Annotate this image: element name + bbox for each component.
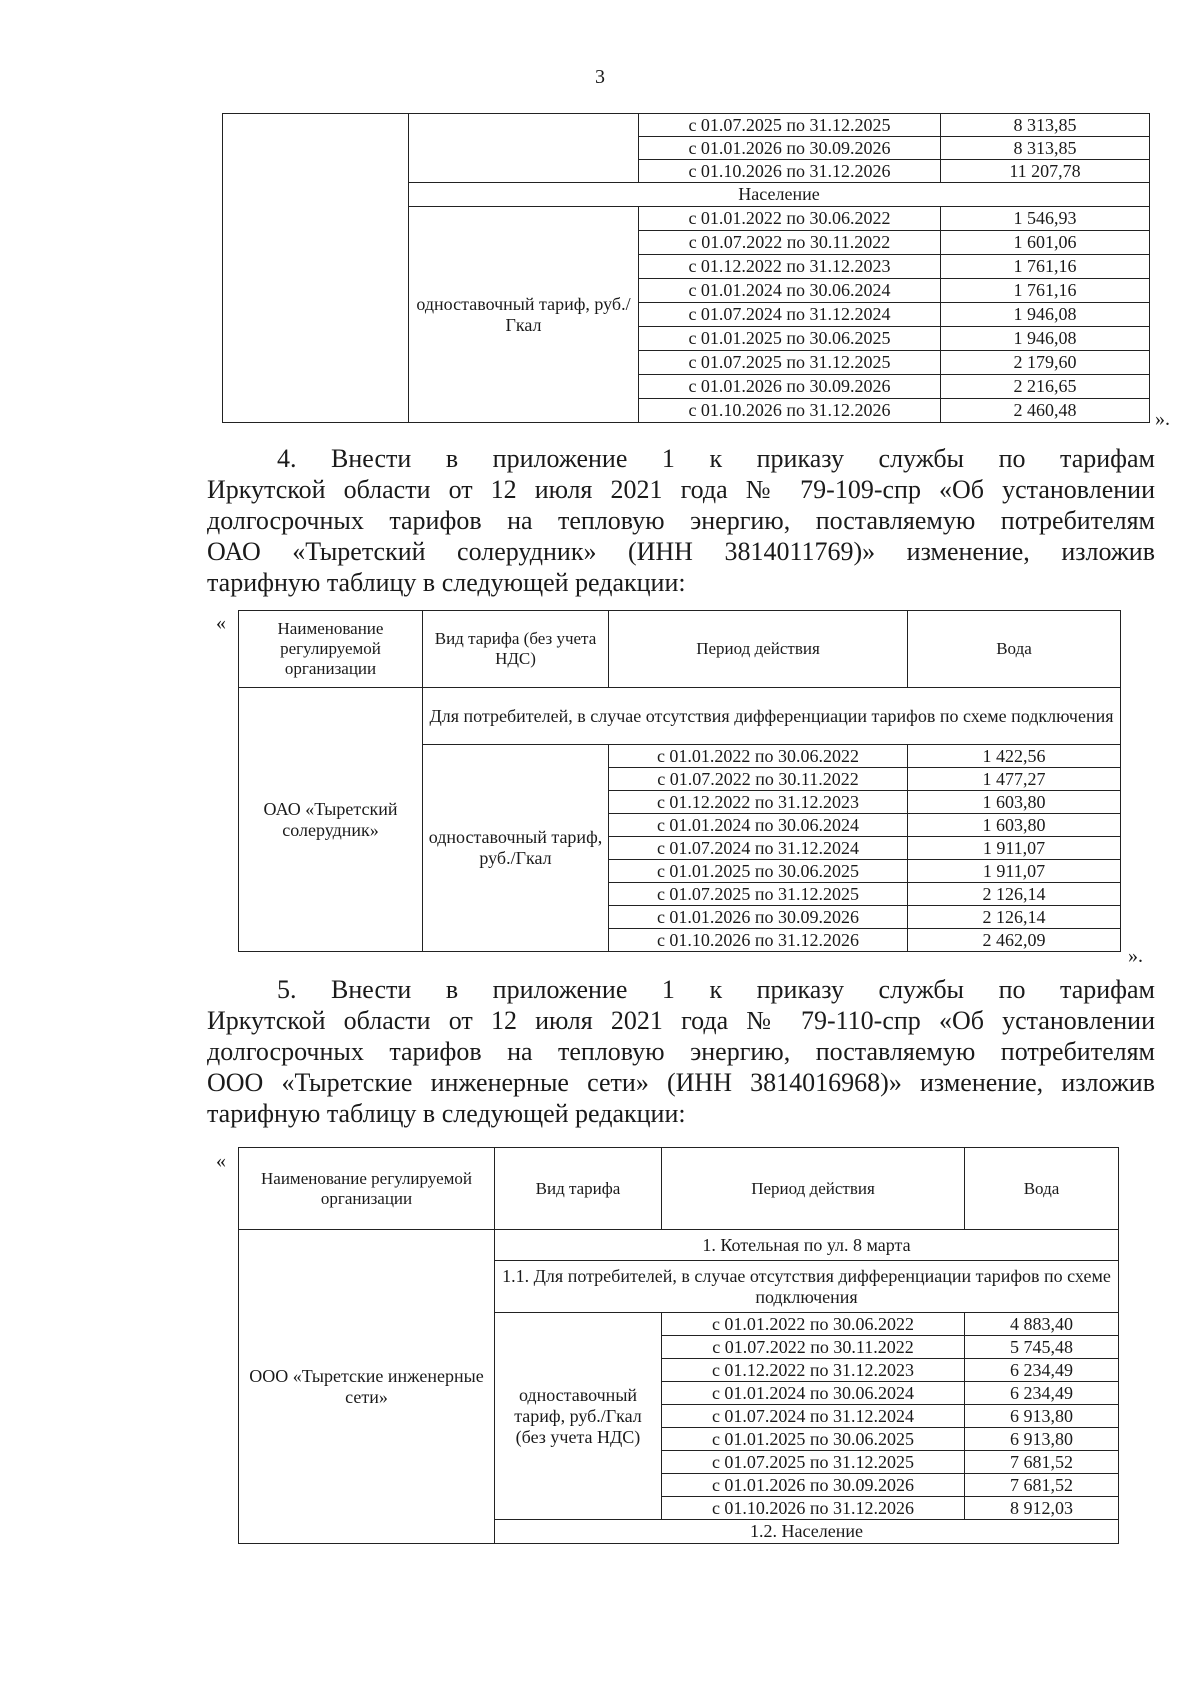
value-cell: 11 207,78 xyxy=(941,160,1150,183)
period-cell: с 01.12.2022 по 31.12.2023 xyxy=(662,1359,965,1382)
section-title: Для потребителей, в случае отсутствия дифференциации тарифов по схеме подключения xyxy=(423,688,1121,745)
section-title: 1. Котельная по ул. 8 марта xyxy=(495,1230,1119,1261)
section-title: Население xyxy=(409,183,1150,207)
header-cell: Наименование регулируемой организации xyxy=(239,1148,495,1230)
period-cell: с 01.07.2025 по 31.12.2025 xyxy=(609,883,908,906)
value-cell: 2 460,48 xyxy=(941,399,1150,423)
value-cell: 6 234,49 xyxy=(965,1359,1119,1382)
period-cell: с 01.01.2026 по 30.09.2026 xyxy=(639,137,941,160)
value-cell: 5 745,48 xyxy=(965,1336,1119,1359)
period-cell: с 01.07.2024 по 31.12.2024 xyxy=(662,1405,965,1428)
period-cell: с 01.01.2022 по 30.06.2022 xyxy=(639,207,941,231)
value-cell: 6 234,49 xyxy=(965,1382,1119,1405)
value-cell: 1 546,93 xyxy=(941,207,1150,231)
tariff-type-cell xyxy=(409,114,639,183)
paragraph-line: Иркутской области от 12 июля 2021 года № 79-110-спр «Об установлении xyxy=(207,1006,1155,1035)
section-title: 1.2. Население xyxy=(495,1520,1119,1544)
table-row xyxy=(223,114,1150,137)
page-number: 3 xyxy=(595,66,605,88)
org-cell xyxy=(223,114,409,423)
table-row xyxy=(239,688,1121,745)
header-cell: Вода xyxy=(965,1148,1119,1230)
table-row xyxy=(239,1230,1119,1261)
header-cell: Вид тарифа (без учета НДС) xyxy=(423,611,609,688)
period-cell: с 01.10.2026 по 31.12.2026 xyxy=(609,929,908,952)
period-cell: с 01.01.2024 по 30.06.2024 xyxy=(662,1382,965,1405)
subsection-title: 1.1. Для потребителей, в случае отсутствия дифференциации тарифов по схеме подключения xyxy=(495,1261,1119,1313)
header-cell: Вид тарифа xyxy=(495,1148,662,1230)
value-cell: 2 126,14 xyxy=(908,906,1121,929)
closing-quote: ». xyxy=(1155,408,1170,430)
header-cell: Период действия xyxy=(609,611,908,688)
closing-quote: ». xyxy=(1128,945,1143,967)
period-cell: с 01.12.2022 по 31.12.2023 xyxy=(639,255,941,279)
period-cell: с 01.01.2024 по 30.06.2024 xyxy=(639,279,941,303)
value-cell: 1 761,16 xyxy=(941,279,1150,303)
value-cell: 8 313,85 xyxy=(941,114,1150,137)
tariff-type-cell: одноставочный тариф, руб./Гкал xyxy=(423,745,609,952)
paragraph-line: долгосрочных тарифов на тепловую энергию, поставляемую потребителям xyxy=(207,1037,1155,1066)
paragraph-line: Иркутской области от 12 июля 2021 года № 79-109-спр «Об установлении xyxy=(207,475,1155,504)
period-cell: с 01.07.2025 по 31.12.2025 xyxy=(639,114,941,137)
value-cell: 2 216,65 xyxy=(941,375,1150,399)
tariff-table-2 xyxy=(238,610,1121,952)
period-cell: с 01.01.2026 по 30.09.2026 xyxy=(609,906,908,929)
period-cell: с 01.10.2026 по 31.12.2026 xyxy=(662,1497,965,1520)
period-cell: с 01.07.2025 по 31.12.2025 xyxy=(662,1451,965,1474)
period-cell: с 01.01.2022 по 30.06.2022 xyxy=(662,1313,965,1336)
period-cell: с 01.01.2026 по 30.09.2026 xyxy=(662,1474,965,1497)
paragraph-5 xyxy=(207,974,1155,1129)
value-cell: 6 913,80 xyxy=(965,1405,1119,1428)
value-cell: 1 911,07 xyxy=(908,860,1121,883)
period-cell: с 01.07.2024 по 31.12.2024 xyxy=(609,837,908,860)
tariff-type-cell: одноставочный тариф, руб./Гкал (без учета НДС) xyxy=(495,1313,662,1520)
header-cell: Период действия xyxy=(662,1148,965,1230)
period-cell: с 01.01.2024 по 30.06.2024 xyxy=(609,814,908,837)
value-cell: 7 681,52 xyxy=(965,1474,1119,1497)
table-header xyxy=(239,611,1121,688)
value-cell: 1 601,06 xyxy=(941,231,1150,255)
tariff-table-1 xyxy=(222,113,1150,423)
paragraph-line: тарифную таблицу в следующей редакции: xyxy=(207,568,686,597)
organization-cell: ОАО «Тыретский солерудник» xyxy=(239,688,423,952)
tariff-table-3 xyxy=(238,1147,1119,1544)
period-cell: с 01.10.2026 по 31.12.2026 xyxy=(639,399,941,423)
value-cell: 1 422,56 xyxy=(908,745,1121,768)
paragraph-line: 5. Внести в приложение 1 к приказу службы по тарифам xyxy=(277,975,1155,1004)
period-cell: с 01.12.2022 по 31.12.2023 xyxy=(609,791,908,814)
period-cell: с 01.01.2025 по 30.06.2025 xyxy=(609,860,908,883)
period-cell: с 01.07.2025 по 31.12.2025 xyxy=(639,351,941,375)
value-cell: 8 313,85 xyxy=(941,137,1150,160)
paragraph-line: тарифную таблицу в следующей редакции: xyxy=(207,1099,686,1128)
period-cell: с 01.07.2022 по 30.11.2022 xyxy=(609,768,908,791)
value-cell: 1 603,80 xyxy=(908,791,1121,814)
paragraph-line: 4. Внести в приложение 1 к приказу службы по тарифам xyxy=(277,444,1155,473)
period-cell: с 01.07.2024 по 31.12.2024 xyxy=(639,303,941,327)
period-cell: с 01.07.2022 по 30.11.2022 xyxy=(662,1336,965,1359)
header-cell: Вода xyxy=(908,611,1121,688)
paragraph-4 xyxy=(207,443,1155,598)
value-cell: 1 477,27 xyxy=(908,768,1121,791)
value-cell: 7 681,52 xyxy=(965,1451,1119,1474)
opening-quote: « xyxy=(216,1150,226,1172)
paragraph-line: ООО «Тыретские инженерные сети» (ИНН 3814016968)» изменение, изложив xyxy=(207,1068,1155,1097)
period-cell: с 01.01.2025 по 30.06.2025 xyxy=(662,1428,965,1451)
period-cell: с 01.10.2026 по 31.12.2026 xyxy=(639,160,941,183)
value-cell: 2 462,09 xyxy=(908,929,1121,952)
period-cell: с 01.01.2026 по 30.09.2026 xyxy=(639,375,941,399)
period-cell: с 01.01.2025 по 30.06.2025 xyxy=(639,327,941,351)
value-cell: 1 911,07 xyxy=(908,837,1121,860)
header-cell: Наименование регулируемой организации xyxy=(239,611,423,688)
value-cell: 2 179,60 xyxy=(941,351,1150,375)
value-cell: 8 912,03 xyxy=(965,1497,1119,1520)
value-cell: 4 883,40 xyxy=(965,1313,1119,1336)
value-cell: 1 946,08 xyxy=(941,327,1150,351)
opening-quote: « xyxy=(216,612,226,634)
value-cell: 6 913,80 xyxy=(965,1428,1119,1451)
value-cell: 1 603,80 xyxy=(908,814,1121,837)
organization-cell: ООО «Тыретские инженерные сети» xyxy=(239,1230,495,1544)
period-cell: с 01.07.2022 по 30.11.2022 xyxy=(639,231,941,255)
tariff-type-cell: одноставочный тариф, руб./Гкал xyxy=(409,207,639,423)
paragraph-line: долгосрочных тарифов на тепловую энергию, поставляемую потребителям xyxy=(207,506,1155,535)
value-cell: 2 126,14 xyxy=(908,883,1121,906)
value-cell: 1 761,16 xyxy=(941,255,1150,279)
value-cell: 1 946,08 xyxy=(941,303,1150,327)
period-cell: с 01.01.2022 по 30.06.2022 xyxy=(609,745,908,768)
table-header xyxy=(239,1148,1119,1230)
paragraph-line: ОАО «Тыретский солерудник» (ИНН 3814011769)» изменение, изложив xyxy=(207,537,1155,566)
